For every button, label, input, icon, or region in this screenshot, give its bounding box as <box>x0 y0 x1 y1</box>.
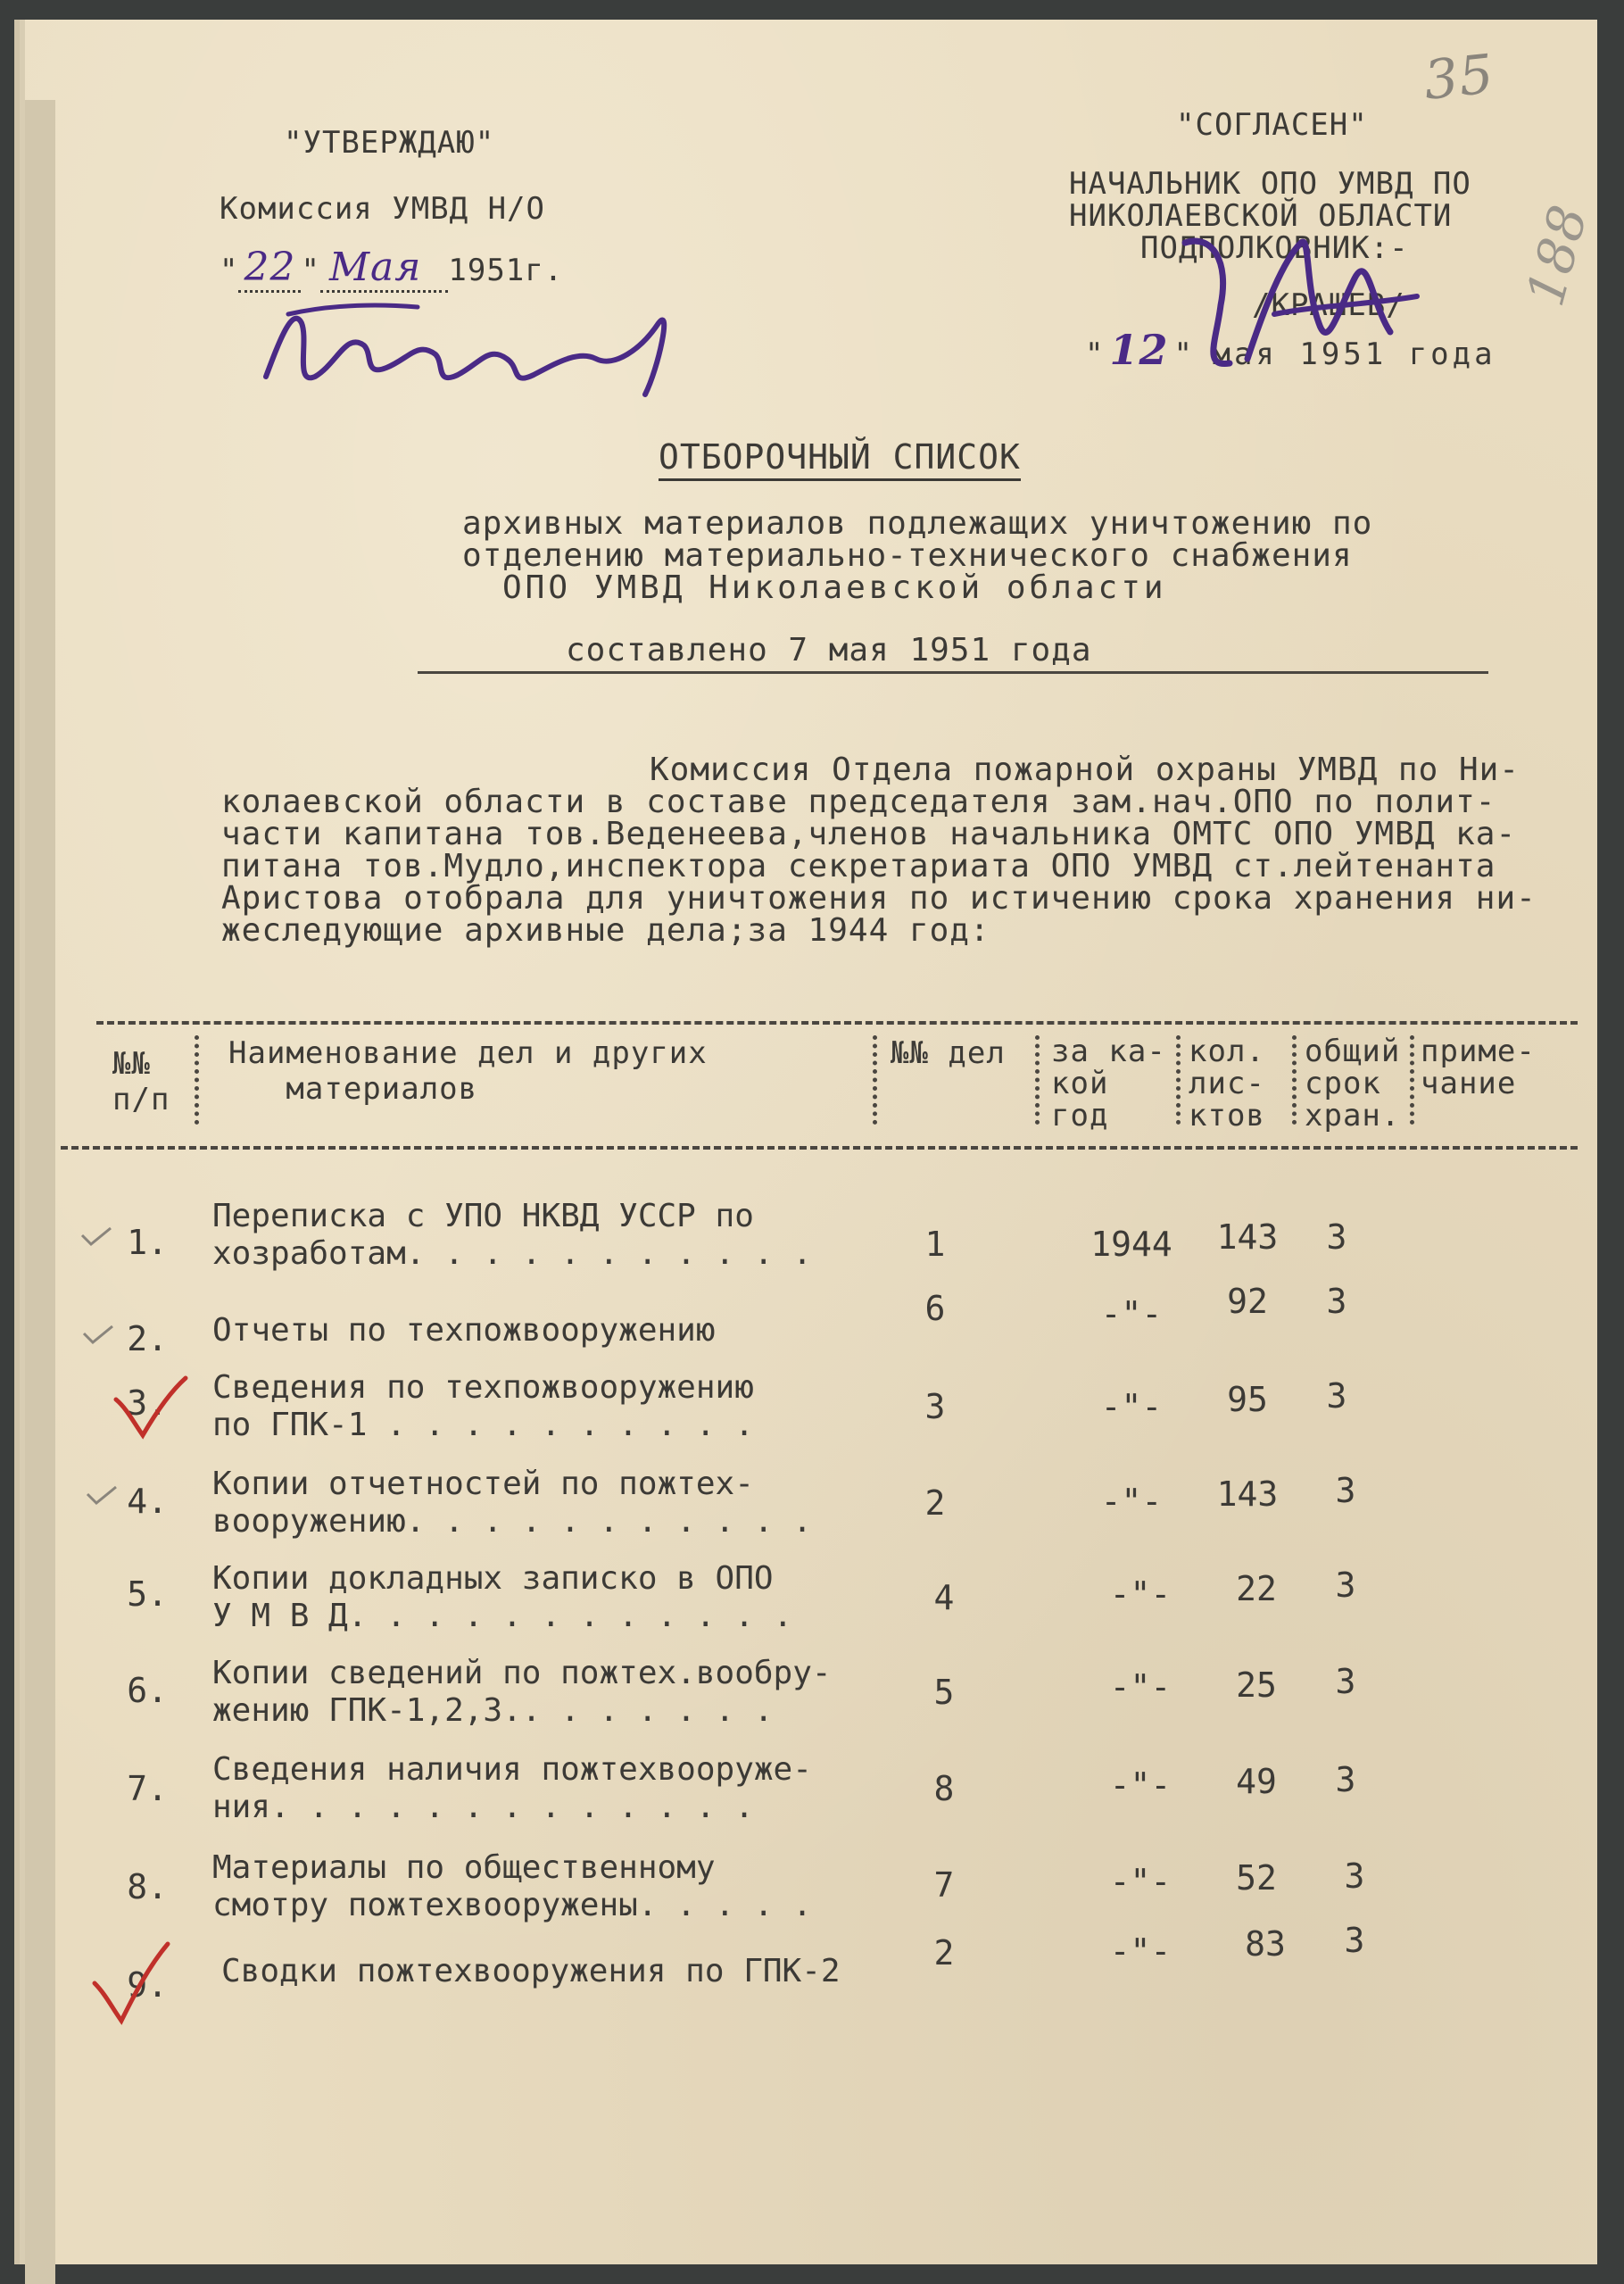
header-num: №№ п/п <box>112 1046 170 1117</box>
row-sheets: 25 <box>1236 1665 1277 1705</box>
row-year: -"- <box>1100 1387 1163 1426</box>
agree-date-quote-close: " <box>1173 336 1193 372</box>
row-case: 2 <box>924 1483 946 1523</box>
body-line-4: питана тов.Мудло,инспектора секретариата ОПО УМВД ст.лейтенанта <box>221 848 1496 885</box>
body-line-3: части капитана тов.Веденеева,членов начальника ОМТС ОПО УМВД ка- <box>221 816 1517 852</box>
row-title: Копии докладных записко в ОПО У М В Д. . . . . . . . . . . . <box>212 1560 793 1634</box>
row-year: -"- <box>1109 1667 1172 1707</box>
row-sheets: 22 <box>1236 1569 1277 1608</box>
row-number: 2. <box>127 1319 168 1358</box>
approve-date-month: Мая <box>320 245 448 293</box>
row-number: 7. <box>127 1769 168 1808</box>
header-divider-6 <box>1410 1035 1414 1125</box>
row-case: 4 <box>933 1578 955 1617</box>
row-title: Сводки пожтехвооружения по ГПК-2 <box>221 1953 841 1989</box>
row-title: Переписка с УПО НКВД УССР по хозработам. . . . . . . . . . . <box>212 1198 812 1272</box>
row-case: 8 <box>933 1769 955 1808</box>
header-year: за ка- кой год <box>1051 1034 1166 1134</box>
row-year: 1944 <box>1090 1225 1172 1264</box>
header-case: №№ дел <box>891 1035 1006 1071</box>
agree-date-day: 12 <box>1109 326 1169 374</box>
row-sheets: 49 <box>1236 1762 1277 1801</box>
document-subtitle-3: ОПО УМВД Николаевской области <box>502 569 1167 606</box>
row-year: -"- <box>1109 1931 1172 1971</box>
row-year: -"- <box>1100 1482 1163 1521</box>
row-number: 8. <box>127 1867 168 1906</box>
header-divider-5 <box>1292 1035 1297 1125</box>
body-line-6: жеследующие архивные дела;за 1944 год: <box>221 912 990 949</box>
approve-org: Комиссия УМВД Н/О <box>220 191 545 227</box>
row-sheets: 52 <box>1236 1858 1277 1898</box>
compiled-underline <box>418 671 1488 674</box>
header-divider-3 <box>1035 1035 1040 1125</box>
check-mark-icon <box>79 1225 114 1251</box>
header-divider-1 <box>195 1035 199 1125</box>
row-number: 1. <box>127 1223 168 1262</box>
row-number: 9. <box>127 1965 168 2005</box>
row-case: 2 <box>933 1933 955 1973</box>
row-title: Копии сведений по пожтех.вообру- жению ГПК-1,2,3.. . . . . . . <box>212 1655 832 1729</box>
header-sheets: кол. лис- ктов <box>1189 1034 1265 1134</box>
row-year: -"- <box>1109 1574 1172 1614</box>
approve-date-day: 22 <box>238 245 301 293</box>
row-term: 3 <box>1344 1921 1365 1960</box>
agree-title: "СОГЛАСЕН" <box>1176 107 1368 143</box>
document-compiled-date: составлено 7 мая 1951 года <box>566 632 1092 669</box>
header-term: общий срок хран. <box>1305 1034 1401 1134</box>
header-divider-4 <box>1176 1035 1181 1125</box>
row-number: 5. <box>127 1574 168 1614</box>
header-note: приме- чание <box>1421 1034 1536 1101</box>
row-number: 6. <box>127 1671 168 1710</box>
agree-line-2: НИКОЛАЕВСКОЙ ОБЛАСТИ <box>1069 198 1453 234</box>
row-term: 3 <box>1335 1662 1356 1701</box>
row-title: Сведения по техпожвооружению по ГПК-1 . . . . . . . . . . <box>212 1369 754 1443</box>
row-term: 3 <box>1335 1760 1356 1799</box>
table-header-bottom-rule <box>61 1146 1578 1150</box>
row-title: Отчеты по техпожвооружению <box>212 1312 716 1349</box>
agree-date-quote-open: " <box>1085 336 1105 372</box>
row-number: 4. <box>127 1482 168 1521</box>
approve-date-year: 1951г. <box>448 253 564 288</box>
row-sheets: 83 <box>1245 1924 1286 1964</box>
row-term: 3 <box>1335 1566 1356 1605</box>
row-sheets: 92 <box>1227 1282 1268 1321</box>
table-header-top-rule <box>96 1021 1578 1025</box>
row-title: Сведения наличия пожтехвооруже- ния. . . . . . . . . . . . . <box>212 1751 812 1825</box>
red-check-mark-icon <box>111 1373 191 1444</box>
check-mark-icon <box>80 1323 116 1350</box>
agree-signature <box>1149 207 1435 386</box>
row-case: 6 <box>924 1289 946 1328</box>
row-title: Материалы по общественному смотру пожтехвооружены. . . . . <box>212 1849 812 1923</box>
row-sheets: 143 <box>1216 1474 1279 1514</box>
row-number: 3. <box>127 1383 168 1423</box>
document-subtitle-2: отделению материально-технического снабжения <box>462 537 1353 574</box>
row-year: -"- <box>1109 1765 1172 1805</box>
row-title: Копии отчетностей по пожтех- вооружению. . . . . . . . . . . <box>212 1466 812 1540</box>
document-page <box>25 20 1600 2264</box>
agree-date-rest: мая 1951 года <box>1212 336 1496 372</box>
approve-title: "УТВЕРЖДАЮ" <box>284 125 495 161</box>
body-line-5: Аристова отобрала для уничтожения по истичению срока хранения ни- <box>221 880 1537 917</box>
document-subtitle-1: архивных материалов подлежащих уничтожению по <box>462 505 1373 542</box>
underlying-page-edge <box>25 100 55 2284</box>
approve-signature <box>239 270 703 421</box>
archive-page-number: 35 <box>1421 43 1497 112</box>
row-case: 5 <box>933 1673 955 1712</box>
row-term: 3 <box>1335 1471 1356 1510</box>
header-divider-2 <box>873 1035 877 1125</box>
body-line-2: колаевской области в составе председателя зам.нач.ОПО по полит- <box>221 784 1496 820</box>
approve-date-quote-close: " <box>301 253 320 288</box>
row-term: 3 <box>1344 1856 1365 1896</box>
approve-date-quote-open: " <box>220 253 239 288</box>
row-sheets: 95 <box>1227 1380 1268 1419</box>
row-term: 3 <box>1326 1217 1347 1257</box>
row-sheets: 143 <box>1216 1217 1279 1257</box>
archive-side-number: 188 <box>1514 198 1600 312</box>
row-year: -"- <box>1109 1862 1172 1901</box>
row-year: -"- <box>1100 1294 1163 1333</box>
agree-line-1: НАЧАЛЬНИК ОПО УМВД ПО <box>1069 166 1471 202</box>
row-case: 7 <box>933 1865 955 1905</box>
red-check-mark-icon <box>89 1939 178 2028</box>
document-title: ОТБОРОЧНЫЙ СПИСОК <box>659 437 1021 481</box>
check-mark-icon <box>84 1483 120 1510</box>
header-name: Наименование дел и других материалов <box>228 1035 708 1107</box>
agree-name: /КРАШЕВ/ <box>1252 287 1405 323</box>
row-case: 1 <box>924 1225 946 1264</box>
row-term: 3 <box>1326 1282 1347 1321</box>
agree-line-3: ПОДПОЛКОВНИК:- <box>1140 230 1409 266</box>
row-case: 3 <box>924 1387 946 1426</box>
row-term: 3 <box>1326 1376 1347 1416</box>
body-line-1: Комиссия Отдела пожарной охраны УМВД по Ни- <box>650 752 1520 788</box>
